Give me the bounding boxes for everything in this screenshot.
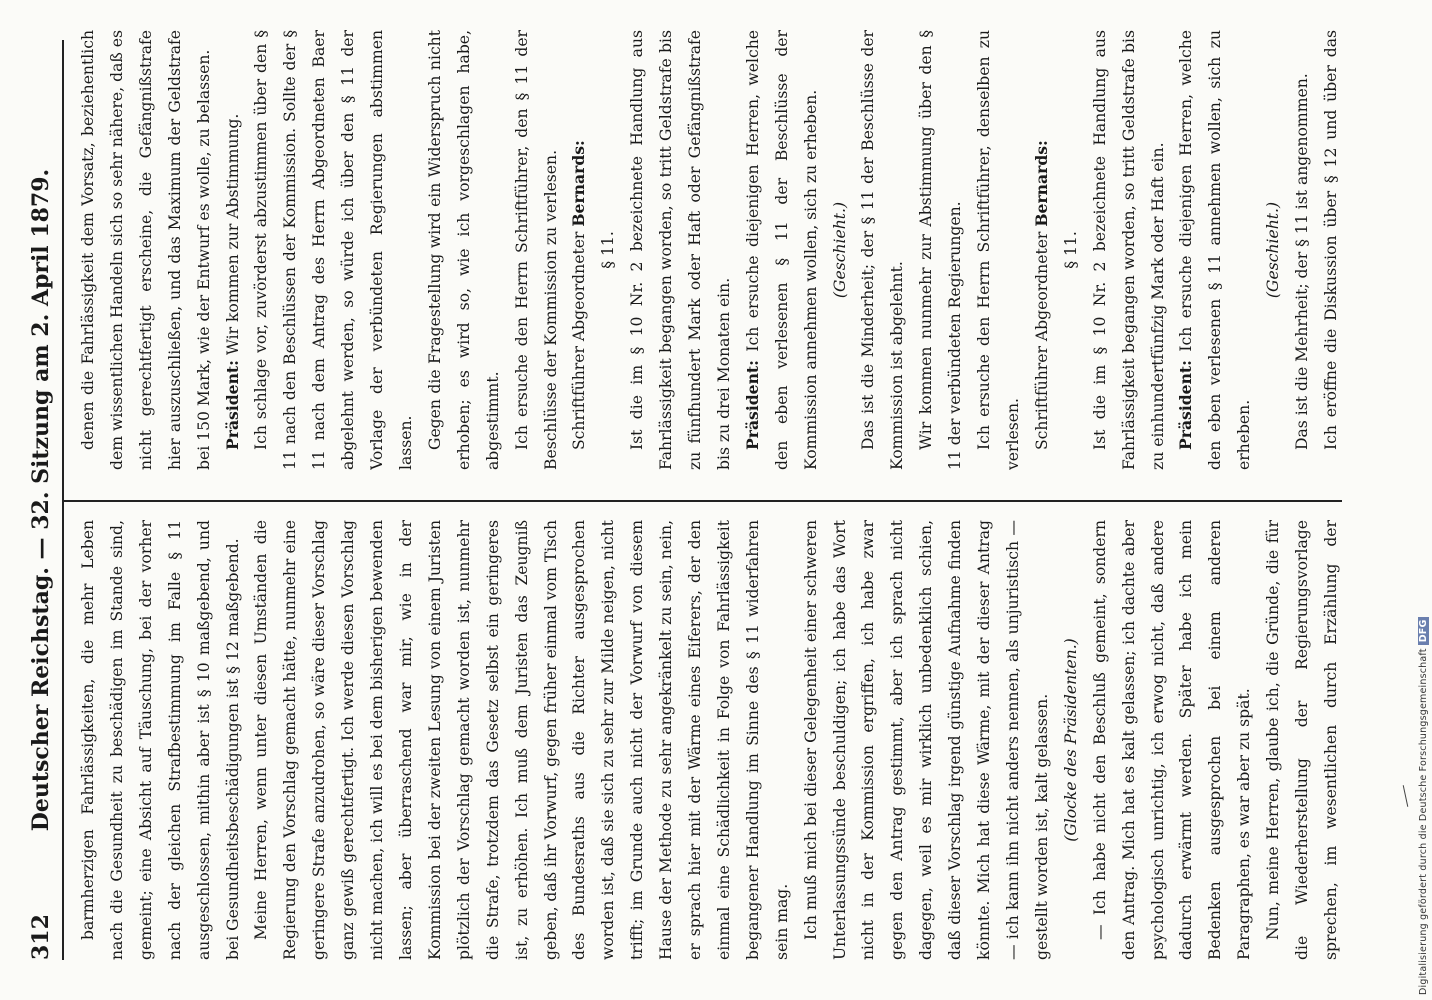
paragraph: Ich ersuche den Herrn Schriftführer, den § 11 der Beschlüsse der Kommission zu verlesen. bbox=[512, 30, 560, 470]
paragraph: Meine Herren, wenn unter diesen Umständen die Regierung den Vorschlag gemacht hätte, nunmehr eine geringere Strafe anzudrohen, so wäre dieser Vorschlag ganz gewiß gerechtfertigt. Ich werde diesen Vorschlag nicht machen, ich will es bei dem bisherigen bewenden lassen; aber überraschend war mir, wie in der Kommission bei der zweiten Lesung von einem Juristen plötzlich der Vorschlag gemacht worden ist, nunmehr die Strafe, trotzdem das Gesetz selbst ein geringeres ist, zu erhöhen. Ich muß dem Juristen das Zeugniß geben, daß ihr Vorwurf, gegen früher einmal vom Tisch des Bundesraths aus die Richter ausgesprochen worden ist, daß sie sich zu sehr zur Milde neigen, nicht trifft; im Grunde auch nicht der Vorwurf von diesem Hause der Methode zu sehr angekränkelt zu sein, nein, er sprach hier mit der Wärme eines Eiferers, der den einmal eine Schädlichkeit in Folge von Fahrlässigkeit begangener Handlung im Sinne des § 11 widerfahren sein mag. bbox=[252, 520, 791, 960]
paragraph: Präsident: Ich ersuche diejenigen Herren, welche den eben verlesenen § 11 der Beschlüsse der Kommission annehmen wollen, sich zu erheben. bbox=[742, 30, 820, 470]
page-number: 312 bbox=[28, 914, 54, 960]
footer-text: Digitalisierung gefördert durch die Deutsche Forschungsgemeinschaft bbox=[1418, 648, 1429, 995]
paragraph: barmherzigen Fahrlässigkeiten, die mehr Leben nach die Gesundheit zu beschädigen im Stande sind, gemeint; eine Absicht auf Täuschung, bei der vorher nach der gleichen Strafbestimmung im Falle § 11 ausgeschlossen, mithin aber ist § 10 maßgebend, und bei Gesundheitsbeschädigungen ist § 12 maßgebend. bbox=[79, 520, 242, 960]
left-column bbox=[74, 520, 1342, 960]
stage-direction: (Geschieht.) bbox=[830, 201, 849, 299]
paragraph: — Ich habe nicht den Beschluß gemeint, sondern den Antrag. Mich hat es kalt gelassen; ich dachte aber psychologisch unrichtig, ich erwog nicht, daß andere dadurch erwärmt werden. Später habe ich mein Bedenken ausgesprochen bei einem anderen Paragraphen, es war aber zu spät. bbox=[1090, 520, 1254, 960]
section-heading: § 11. bbox=[599, 231, 618, 269]
paragraph: Wir kommen nunmehr zur Abstimmung über den § 11 der verbündeten Regierungen. bbox=[917, 30, 965, 470]
right-column bbox=[74, 30, 1342, 470]
paragraph: denen die Fahrlässigkeit dem Vorsatz, beziehentlich dem wissentlichen Handeln sich so sehr nähere, daß es nicht gerechtfertigt erscheine, die Gefängnißstrafe hier auszuschließen, und das Maximum der Geldstrafe bei 150 Mark, wie der Entwurf es wolle, zu belassen. bbox=[79, 30, 213, 470]
paragraph: Präsident: Wir kommen zur Abstimmung. bbox=[222, 113, 242, 450]
paragraph: Ist die im § 10 Nr. 2 bezeichnete Handlung aus Fahrlässigkeit begangen worden, so tritt Geldstrafe bis zu fünfhundert Mark oder Haft oder Gefängnißstrafe bis zu drei Monaten ein. bbox=[628, 30, 733, 470]
paragraph: Gegen die Fragestellung wird ein Widerspruch nicht erhoben; es wird so, wie ich vorgeschlagen habe, abgestimmt. bbox=[425, 30, 502, 470]
paragraph: Nun, meine Herren, glaube ich, die Gründe, die für die Wiederherstellung der Regierungsvorlage sprechen, im wesentlichen durch Erzählung der bbox=[1264, 520, 1340, 960]
column-divider bbox=[64, 500, 1342, 502]
paragraph: Präsident: Ich ersuche diejenigen Herren, welche den eben verlesenen § 11 annehmen wollen, sich zu erheben. bbox=[1176, 30, 1254, 470]
paragraph: Schriftführer Abgeordneter Bernards: bbox=[1031, 140, 1051, 450]
dfg-logo: DFG bbox=[1418, 617, 1429, 646]
paragraph: Das ist die Mehrheit; der § 11 ist angenommen. bbox=[1293, 73, 1312, 450]
paragraph: Ich schlage vor, zuvörderst abzustimmen über den § 11 nach den Beschlüssen der Kommission. Sollte der § 11 nach dem Antrag des Herrn Abgeordneten Baer abgelehnt werden, so würde ich über den § 11 der Vorlage der verbündeten Regierungen abstimmen lassen. bbox=[252, 30, 415, 470]
paragraph: Ich eröffne die Diskussion über § 12 und über das bbox=[1321, 30, 1340, 450]
paragraph: Schriftführer Abgeordneter Bernards: bbox=[569, 140, 589, 450]
footer-credit bbox=[1418, 617, 1429, 995]
paragraph: Ich muß mich bei dieser Gelegenheit einer schweren Unterlassungssünde beschuldigen; ich habe das Wort nicht in der Kommission ergriffen, ich habe zwar gegen den Antrag gestimmt, aber ich sprach nicht dagegen, weil es mir wirklich unbedenklich schien, daß dieser Vorschlag irgend günstige Aufnahme finden könnte. Mich hat diese Wärme, mit der dieser Antrag — ich kann ihn nicht anders nennen, als unjuristisch — gestellt worden ist, kalt gelassen. bbox=[801, 520, 1051, 960]
section-heading: § 11. bbox=[1061, 231, 1080, 269]
page-title: Deutscher Reichstag. — 32. Sitzung am 2. April 1879. bbox=[28, 168, 54, 832]
stage-direction: (Glocke des Präsidenten.) bbox=[1061, 638, 1080, 842]
paragraph: Das ist die Minderheit; der § 11 der Beschlüsse der Kommission ist abgelehnt. bbox=[859, 30, 907, 470]
stage-direction: (Geschieht.) bbox=[1264, 201, 1283, 299]
paragraph: Ist die im § 10 Nr. 2 bezeichnete Handlung aus Fahrlässigkeit begangen worden, so tritt Geldstrafe bis zu einhundertfünfzig Mark oder Haft ein. bbox=[1090, 30, 1167, 470]
paragraph: Ich ersuche den Herrn Schriftführer, denselben zu verlesen. bbox=[975, 30, 1022, 470]
